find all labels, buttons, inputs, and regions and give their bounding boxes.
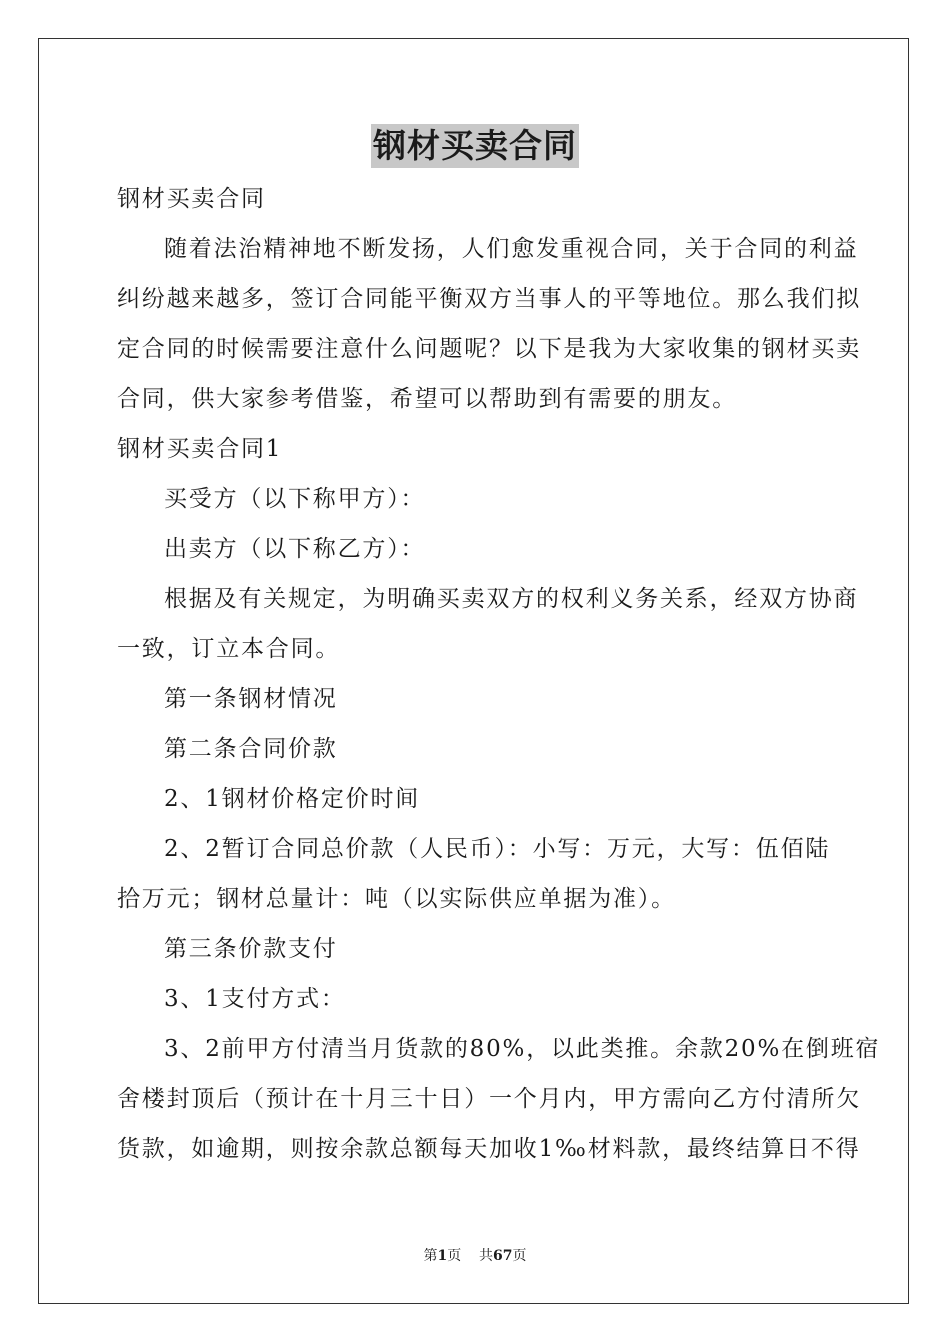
- text-line: 合同，供大家参考借鉴，希望可以帮助到有需要的朋友。: [117, 386, 737, 412]
- text-line: 买受方（以下称甲方）：: [164, 486, 426, 512]
- text-line: 第三条价款支付: [164, 936, 338, 962]
- text-line: 钢材买卖合同: [117, 186, 266, 212]
- text-line: 拾万元；钢材总量计：吨（以实际供应单据为准）。: [117, 886, 676, 912]
- text-line: 纠纷越来越多，签订合同能平衡双方当事人的平等地位。那么我们拟: [117, 286, 861, 312]
- footer-total-prefix: 共: [479, 1248, 494, 1264]
- footer-page-suffix: 页: [447, 1248, 462, 1264]
- text-line: 2、2暂订合同总价款（人民币）：小写：万元，大写：伍佰陆: [164, 836, 831, 862]
- footer-total-pages: 67: [493, 1248, 513, 1264]
- text-line: 根据及有关规定，为明确买卖双方的权利义务关系，经双方协商: [164, 586, 859, 612]
- text-line: 定合同的时候需要注意什么问题呢？以下是我为大家收集的钢材买卖: [117, 336, 861, 362]
- footer-page-number: 1: [437, 1248, 448, 1264]
- footer-page-prefix: 第: [423, 1248, 438, 1264]
- page-footer: [0, 1246, 950, 1266]
- text-line: 一致，订立本合同。: [117, 636, 341, 662]
- text-line: 钢材买卖合同1: [117, 436, 283, 462]
- text-line: 3、1支付方式：: [164, 986, 346, 1012]
- text-line: 第二条合同价款: [164, 736, 338, 762]
- document-body: [117, 174, 881, 1174]
- text-line: 出卖方（以下称乙方）：: [164, 536, 426, 562]
- text-line: 2、1钢材价格定价时间: [164, 786, 421, 812]
- document-title: 钢材买卖合同: [371, 124, 579, 168]
- footer-total-suffix: 页: [512, 1248, 527, 1264]
- text-line: 舍楼封顶后（预计在十月三十日）一个月内，甲方需向乙方付清所欠: [117, 1086, 861, 1112]
- text-line: 第一条钢材情况: [164, 686, 338, 712]
- text-line: 随着法治精神地不断发扬，人们愈发重视合同，关于合同的利益: [164, 236, 859, 262]
- text-line: 货款，如逾期，则按余款总额每天加收1‰材料款，最终结算日不得: [117, 1136, 861, 1162]
- text-line: 3、2前甲方付清当月货款的80%，以此类推。余款20%在倒班宿: [164, 1036, 881, 1062]
